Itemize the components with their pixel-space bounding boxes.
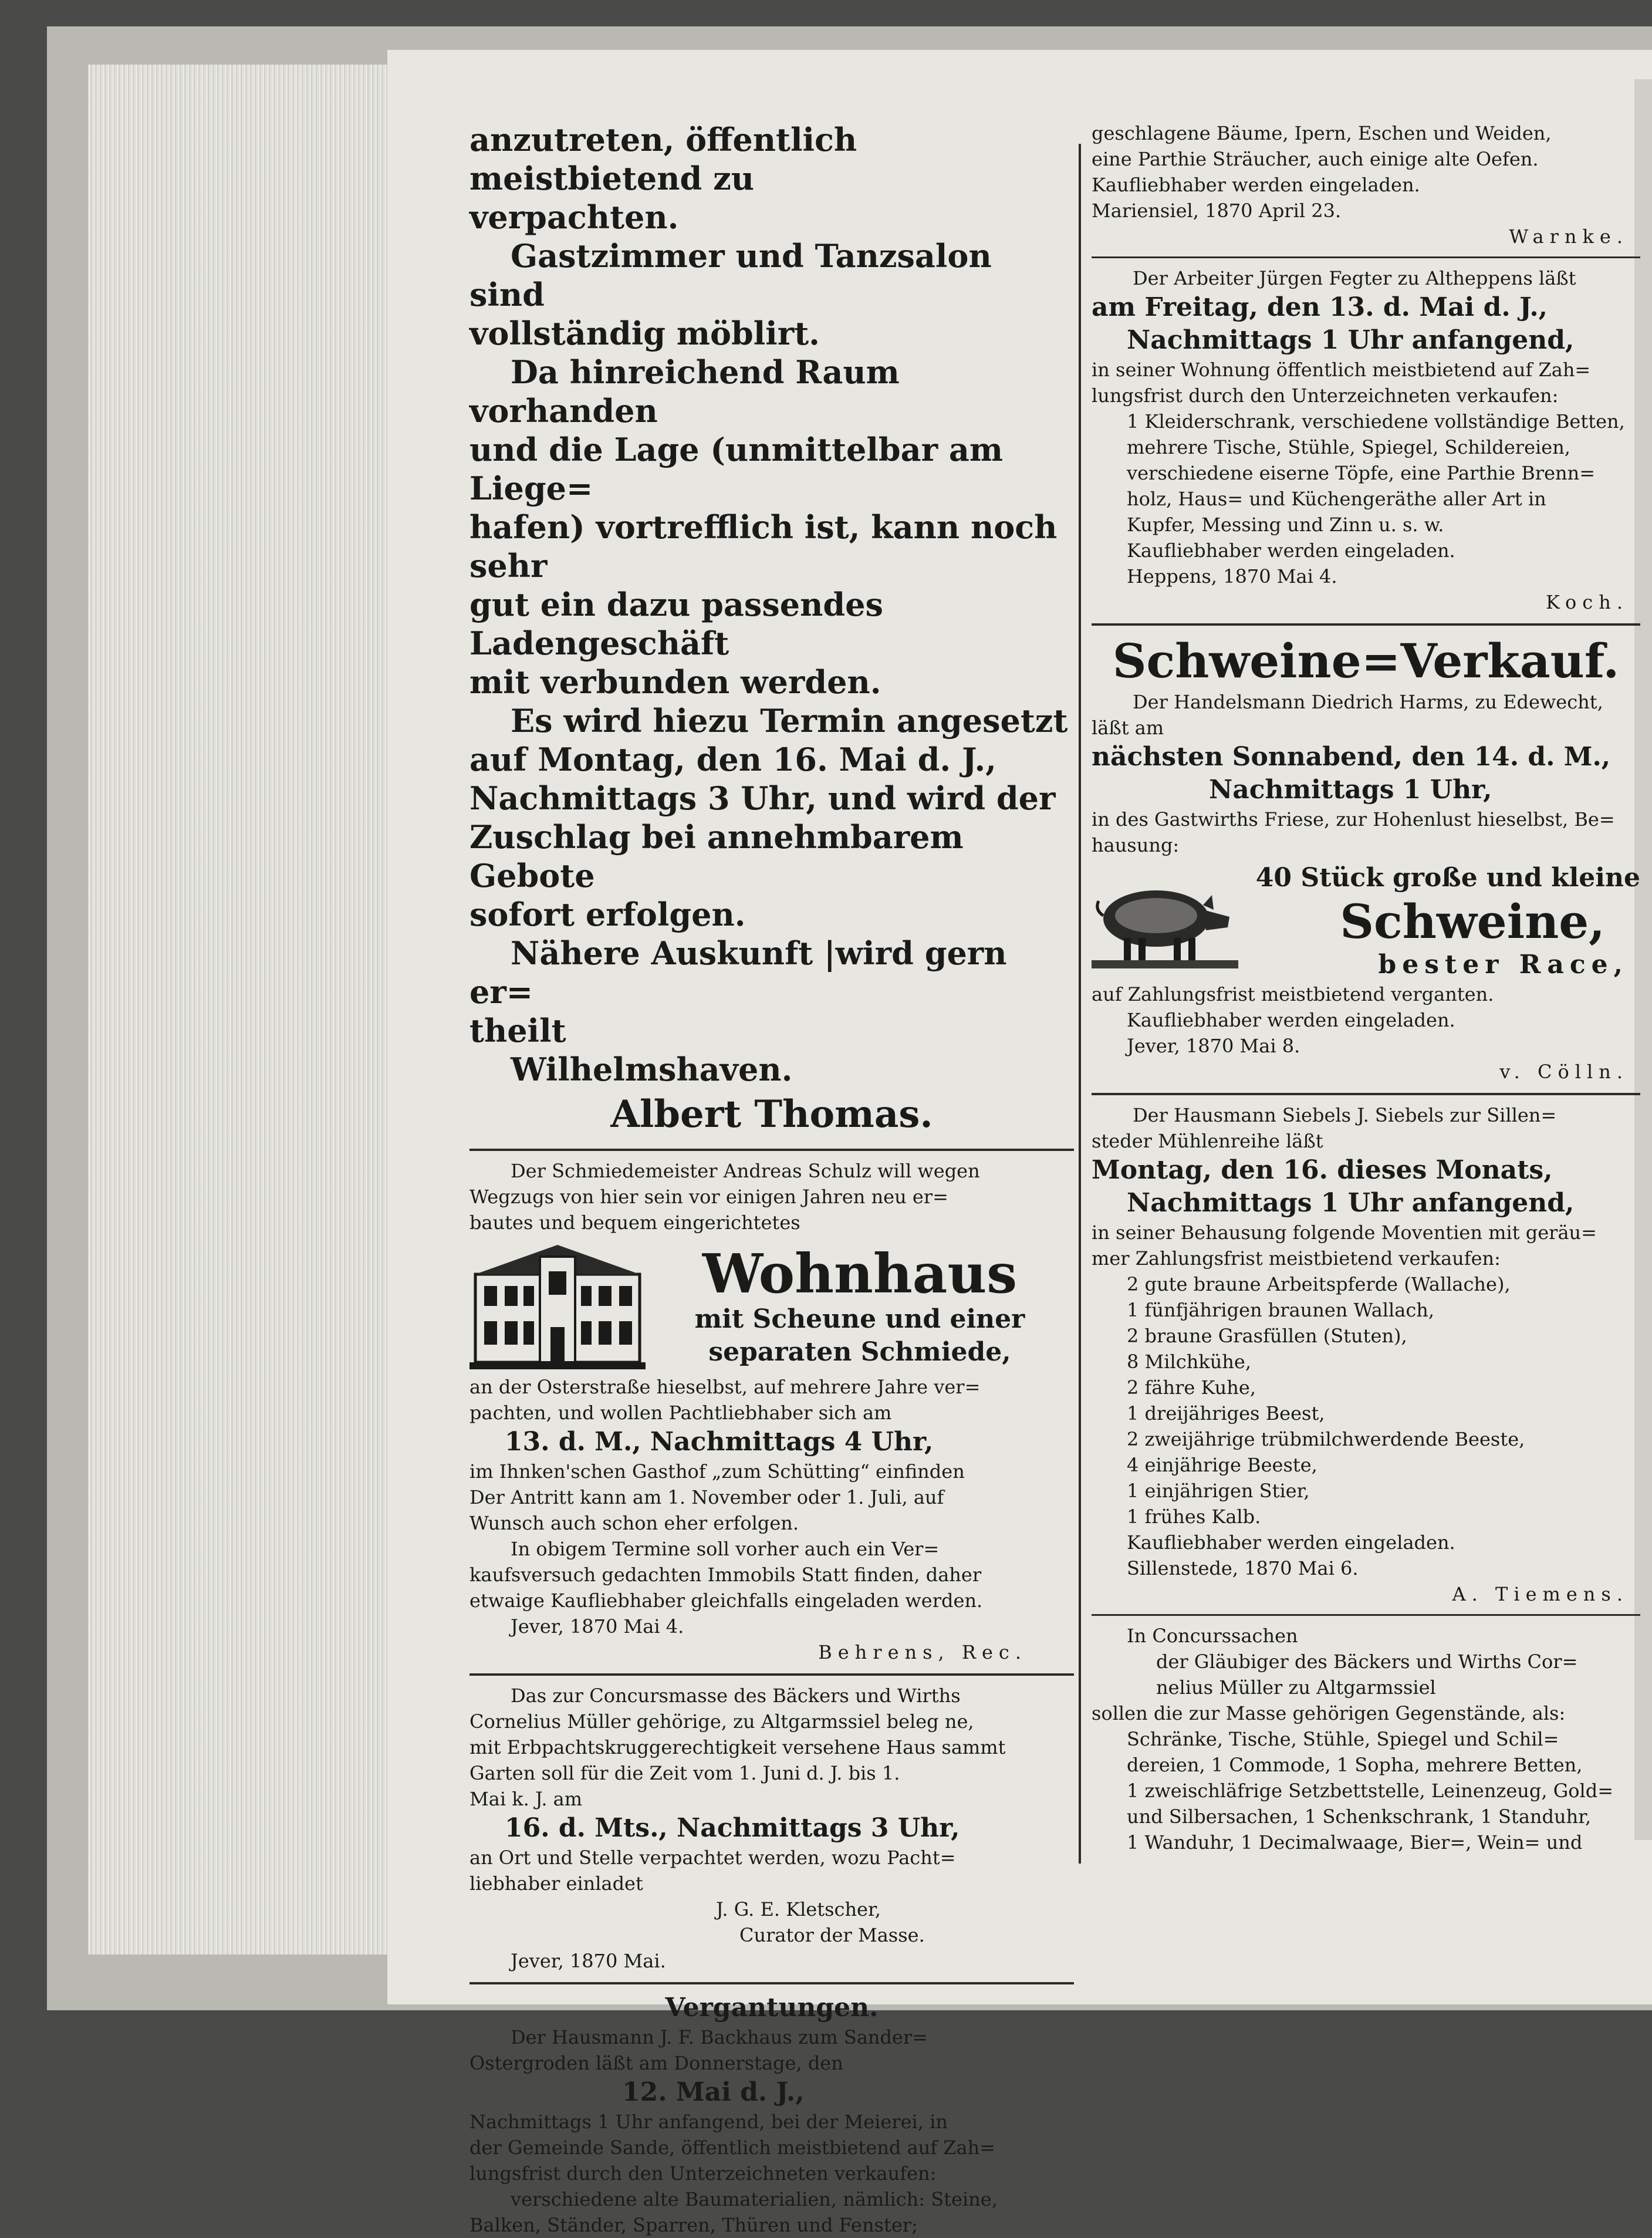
date-line: 13. d. M., Nachmittags 4 Uhr, — [505, 1427, 934, 1457]
divider — [1092, 256, 1640, 258]
text-line: Ostergroden läßt am Donnerstage, den — [469, 2052, 843, 2074]
text-line: auf Zahlungsfrist meistbietend verganten. — [1092, 983, 1494, 1005]
text-line: auf Montag, den 16. Mai d. J., — [469, 741, 996, 778]
text-line: In Concurssachen — [1127, 1625, 1298, 1647]
text-line: Kaufliebhaber werden eingeladen. — [1127, 539, 1455, 562]
text-line: Der Antritt kann am 1. November oder 1. Juli, auf — [469, 1486, 944, 1508]
list-item: 2 fähre Kuhe, — [1127, 1376, 1256, 1399]
signature: Warnke. — [1509, 225, 1629, 248]
text-line: Wunsch auch schon eher erfolgen. — [469, 1512, 799, 1534]
date-line: Nachmittags 1 Uhr anfangend, — [1127, 325, 1575, 355]
text-line: Das zur Concursmasse des Bäckers und Wirths — [511, 1685, 961, 1707]
text-line: etwaige Kaufliebhaber gleichfalls eingeladen werden. — [469, 1589, 983, 1612]
text-line: in seiner Wohnung öffentlich meistbietend auf Zah= — [1092, 359, 1591, 381]
page-edges — [88, 65, 387, 1955]
place-date: Jever, 1870 Mai 8. — [1127, 1035, 1300, 1057]
text-line: Nähere Auskunft |wird gern er= — [469, 934, 1007, 1011]
text-line: an Ort und Stelle verpachtet werden, wozu Pacht= — [469, 1847, 956, 1869]
text-line: 1 Wanduhr, 1 Decimalwaage, Bier=, Wein= und — [1127, 1831, 1583, 1854]
text-line: Der Arbeiter Jürgen Fegter zu Altheppens läßt — [1133, 267, 1576, 289]
subheadline: mit Scheune und einer — [694, 1304, 1025, 1334]
signature: A. Tiemens. — [1452, 1583, 1629, 1605]
text-line: lungsfrist durch den Unterzeichneten verkaufen: — [1092, 384, 1559, 407]
ad-vergantungen — [469, 1991, 1074, 2238]
text-line: Schränke, Tische, Stühle, Spiegel und Schil= — [1127, 1728, 1559, 1750]
text-line: an der Osterstraße hieselbst, auf mehrere Jahre ver= — [469, 1376, 981, 1398]
signature: J. G. E. Kletscher, — [716, 1898, 881, 1920]
text-line: verschiedene eiserne Töpfe, eine Parthie Brenn= — [1127, 462, 1596, 484]
column-divider — [1079, 144, 1081, 1864]
text-line: Mai k. J. am — [469, 1788, 583, 1810]
divider — [1092, 623, 1640, 626]
text-line: Nachmittags 3 Uhr, und wird der — [469, 779, 1056, 817]
text-line: Der Hausmann J. F. Backhaus zum Sander= — [511, 2026, 928, 2048]
text-line: mit verbunden werden. — [469, 663, 881, 701]
text-line: Der Schmiedemeister Andreas Schulz will wegen — [511, 1160, 980, 1182]
divider — [469, 1149, 1074, 1151]
text-line: mehrere Tische, Stühle, Spiegel, Schildereien, — [1127, 436, 1570, 458]
date-line: Montag, den 16. dieses Monats, — [1092, 1155, 1553, 1185]
pig-illustration-icon — [1092, 869, 1238, 974]
list-item: 1 dreijähriges Beest, — [1127, 1402, 1325, 1425]
text-line: 1 zweischläfrige Setzbettstelle, Leinenzeug, Gold= — [1127, 1780, 1614, 1802]
ad-lease-gastzimmer — [469, 120, 1074, 1140]
text-line: und Silbersachen, 1 Schenkschrank, 1 Standuhr, — [1127, 1805, 1592, 1828]
text-line: Kaufliebhaber werden eingeladen. — [1092, 174, 1420, 196]
text-line: hausung: — [1092, 834, 1180, 856]
place-date: Mariensiel, 1870 April 23. — [1092, 200, 1342, 222]
place-date: Sillenstede, 1870 Mai 6. — [1127, 1557, 1359, 1579]
text-line: in des Gastwirths Friese, zur Hohenlust hieselbst, Be= — [1092, 808, 1615, 831]
text-line: Zuschlag bei annehmbarem Gebote — [469, 818, 964, 894]
ad-mariensiel — [1092, 120, 1640, 249]
date-line: Nachmittags 1 Uhr anfangend, — [1127, 1188, 1575, 1218]
text-line: dereien, 1 Commode, 1 Sopha, mehrere Betten, — [1127, 1754, 1583, 1776]
text-line: läßt am — [1092, 717, 1164, 739]
date-line: 12. Mai d. J., — [622, 2077, 805, 2107]
headline-schweine: Schweine, — [1340, 894, 1605, 949]
divider — [1092, 1614, 1640, 1616]
right-column — [1092, 120, 1640, 1855]
text-line: Der Hausmann Siebels J. Siebels zur Sillen= — [1133, 1104, 1557, 1126]
text-line: Der Handelsmann Diedrich Harms, zu Edewecht, — [1133, 691, 1603, 713]
house-illustration-icon — [469, 1239, 646, 1374]
list-item: 4 einjährige Beeste, — [1127, 1454, 1317, 1476]
text-line: lungsfrist durch den Unterzeichneten verkaufen: — [469, 2162, 937, 2185]
divider — [469, 1673, 1074, 1676]
text-line: und die Lage (unmittelbar am Liege= — [469, 431, 1003, 507]
date-line: 16. d. Mts., Nachmittags 3 Uhr, — [505, 1813, 960, 1843]
list-item: 1 einjährigen Stier, — [1127, 1480, 1310, 1502]
text-line: Kupfer, Messing und Zinn u. s. w. — [1127, 514, 1444, 536]
signature: Albert Thomas. — [610, 1092, 933, 1136]
text-line: liebhaber einladet — [469, 1872, 643, 1895]
subheadline: separaten Schmiede, — [708, 1337, 1011, 1367]
text-line: nelius Müller zu Altgarmssiel — [1156, 1676, 1436, 1699]
ad-wohnhaus — [469, 1158, 1074, 1665]
headline-schweine-verkauf: Schweine=Verkauf. — [1112, 633, 1620, 688]
item-line: bester Race, — [1378, 950, 1629, 980]
text-line: mit Erbpachtskruggerechtigkeit versehene Haus sammt — [469, 1736, 1006, 1758]
text-line: Kaufliebhaber werden eingeladen. — [1127, 1009, 1455, 1031]
ad-fegter — [1092, 265, 1640, 615]
text-line: im Ihnken'schen Gasthof „zum Schütting“ einfinden — [469, 1460, 965, 1483]
ad-schweine-verkauf — [1092, 633, 1640, 1085]
ad-concurssachen — [1092, 1623, 1640, 1855]
text-line: 1 Kleiderschrank, verschiedene vollständige Betten, — [1127, 410, 1625, 433]
list-item: 8 Milchkühe, — [1127, 1351, 1252, 1373]
text-line: eine Parthie Sträucher, auch einige alte Oefen. — [1092, 148, 1539, 170]
divider — [1092, 1093, 1640, 1095]
text-line: der Gemeinde Sande, öffentlich meistbietend auf Zah= — [469, 2136, 996, 2159]
place-date: Jever, 1870 Mai 4. — [511, 1615, 684, 1638]
section-heading: Vergantungen. — [665, 1993, 879, 2023]
text-line: Kaufliebhaber werden eingeladen. — [1127, 1531, 1455, 1554]
text-line: Wegzugs von hier sein vor einigen Jahren neu er= — [469, 1186, 948, 1208]
list-item: 2 braune Grasfüllen (Stuten), — [1127, 1325, 1407, 1347]
ad-siebels — [1092, 1102, 1640, 1607]
list-item: 2 zweijährige trübmilchwerdende Beeste, — [1127, 1428, 1525, 1450]
text-line: Da hinreichend Raum vorhanden — [469, 353, 900, 430]
text-line: gut ein dazu passendes Ladengeschäft — [469, 586, 883, 662]
text-line: Garten soll für die Zeit vom 1. Juni d. J. bis 1. — [469, 1762, 900, 1784]
list-item: 1 frühes Kalb. — [1127, 1505, 1261, 1528]
signature-title: Curator der Masse. — [739, 1924, 925, 1946]
text-line: In obigem Termine soll vorher auch ein Ver= — [511, 1538, 940, 1560]
text-line: Es wird hiezu Termin angesetzt — [511, 702, 1068, 740]
text-line: steder Mühlenreihe läßt — [1092, 1130, 1323, 1152]
text-line: anzutreten, öffentlich meistbietend zu — [469, 121, 857, 197]
place-date: Heppens, 1870 Mai 4. — [1127, 565, 1337, 588]
date-line: Nachmittags 1 Uhr, — [1209, 775, 1492, 805]
text-line: Cornelius Müller gehörige, zu Altgarmssiel beleg ne, — [469, 1710, 974, 1733]
newspaper-page — [387, 50, 1652, 2236]
text-line: kaufsversuch gedachten Immobils Statt finden, daher — [469, 1564, 982, 1586]
place-date: Jever, 1870 Mai. — [511, 1950, 666, 1972]
signature: Behrens, Rec. — [818, 1641, 1027, 1663]
list-item: 1 fünfjährigen braunen Wallach, — [1127, 1299, 1435, 1321]
text-line: holz, Haus= und Küchengeräthe aller Art in — [1127, 488, 1546, 510]
date-line: am Freitag, den 13. d. Mai d. J., — [1092, 292, 1548, 322]
text-line: sofort erfolgen. — [469, 896, 746, 933]
text-line: theilt — [469, 1012, 566, 1049]
left-column — [469, 120, 1074, 2238]
headline-wohnhaus: Wohnhaus — [702, 1242, 1018, 1305]
text-line: Nachmittags 1 Uhr anfangend, bei der Meierei, in — [469, 2111, 948, 2133]
date-line: nächsten Sonnabend, den 14. d. M., — [1092, 742, 1611, 772]
text-line: bautes und bequem eingerichtetes — [469, 1211, 800, 1234]
item-line: 40 Stück große und kleine — [1255, 863, 1640, 893]
text-line: sollen die zur Masse gehörigen Gegenstände, als: — [1092, 1702, 1566, 1724]
list-item: 2 gute braune Arbeitspferde (Wallache), — [1127, 1273, 1511, 1295]
text-line: pachten, und wollen Pachtliebhaber sich am — [469, 1402, 892, 1424]
text-line: in seiner Behausung folgende Moventien mit geräu= — [1092, 1221, 1597, 1244]
text-line: mer Zahlungsfrist meistbietend verkaufen: — [1092, 1247, 1501, 1270]
signature: Koch. — [1545, 591, 1629, 613]
text-line: Wilhelmshaven. — [511, 1051, 793, 1088]
text-line: verschiedene alte Baumaterialien, nämlich: Steine, — [511, 2188, 998, 2210]
text-line: verpachten. — [469, 198, 679, 236]
ad-concurs-haus — [469, 1683, 1074, 1974]
text-line: Gastzimmer und Tanzsalon sind — [469, 237, 992, 313]
divider — [469, 1982, 1074, 1984]
text-line: vollständig möblirt. — [469, 315, 820, 352]
text-line: Balken, Ständer, Sparren, Thüren und Fenster; — [469, 2214, 918, 2236]
text-line: hafen) vortrefflich ist, kann noch sehr — [469, 508, 1058, 585]
signature: v. Cölln. — [1499, 1061, 1629, 1083]
text-line: geschlagene Bäume, Ipern, Eschen und Weiden, — [1092, 122, 1552, 144]
text-line: der Gläubiger des Bäckers und Wirths Cor= — [1156, 1650, 1578, 1673]
